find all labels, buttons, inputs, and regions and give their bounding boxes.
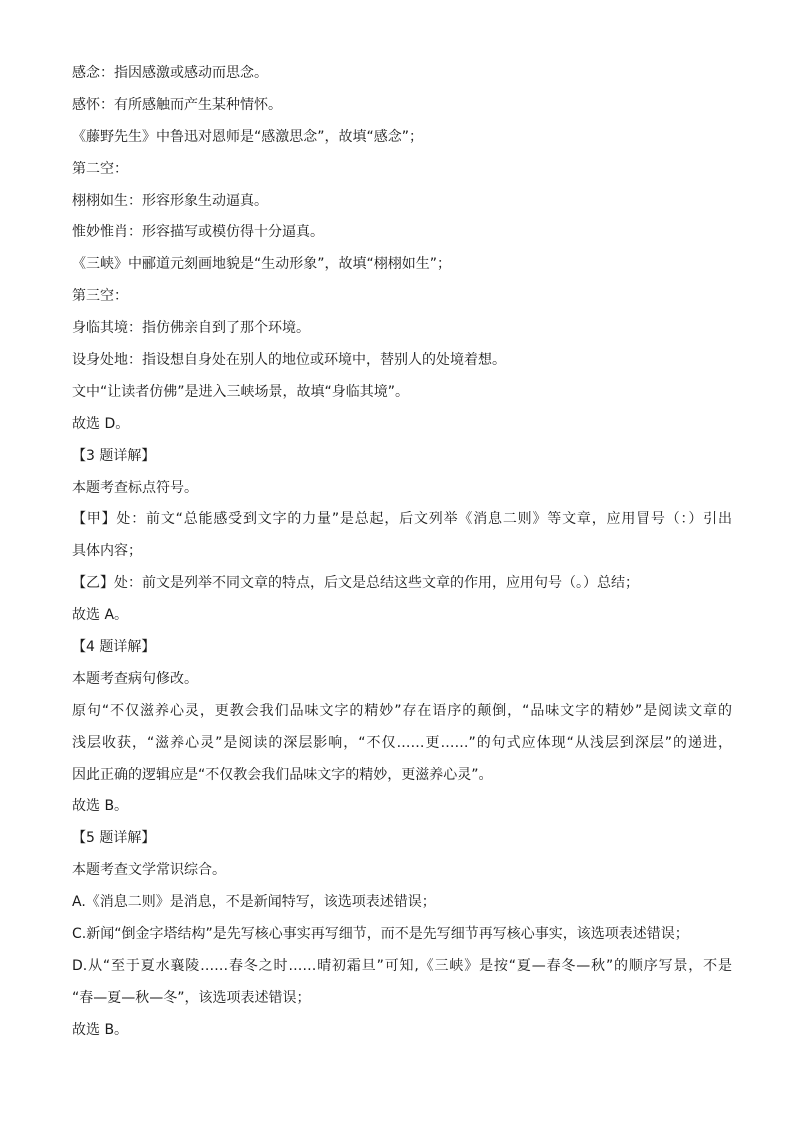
reasoning-blank-2: 《三峡》中郦道元刻画地貌是“生动形象”，故填“栩栩如生”；	[72, 256, 452, 273]
definition-weimiaoweixiao: 惟妙惟肖：形容描写或模仿得十分逼真。	[72, 224, 324, 241]
explanation-yi: 【乙】处：前文是列举不同文章的特点，后文是总结这些文章的作用，应用句号（。）总结；	[72, 575, 639, 592]
label-blank-2: 第二空：	[72, 160, 128, 177]
definition-sheshenchudi: 设身处地：指设想自身处在别人的地位或环境中，替别人的处境着想。	[72, 352, 506, 369]
topic-q4: 本题考查病句修改。	[72, 670, 198, 687]
answer-q2: 故选 D。	[72, 415, 130, 432]
label-blank-3: 第三空：	[72, 288, 128, 305]
explanation-jia-line-1: 【甲】处：前文“总能感受到文字的力量”是总起，后文列举《消息二则》等文章，应用冒号（：）引出	[72, 511, 732, 528]
explanation-q4-line-1: 原句“不仅滋养心灵，更教会我们品味文字的精妙”存在语序的颠倒，“品味文字的精妙”是阅读文章的	[72, 702, 732, 719]
heading-q4: 【4 题详解】	[72, 639, 156, 656]
topic-q3: 本题考查标点符号。	[72, 479, 198, 496]
reasoning-blank-3: 文中“让读者仿佛”是进入三峡场景，故填“身临其境”。	[72, 383, 410, 400]
answer-q4: 故选 B。	[72, 798, 129, 815]
definition-xuxurusheng: 栩栩如生：形容形象生动逼真。	[72, 192, 268, 209]
explanation-q4-line-2: 浅层收获，“滋养心灵”是阅读的深层影响，“不仅……更……”的句式应体现“从浅层到深层”的递进，	[72, 734, 732, 751]
answer-explanation-body	[72, 63, 732, 1052]
reasoning-blank-1: 《藤野先生》中鲁迅对恩师是“感激思念”，故填“感念”；	[72, 128, 424, 145]
definition-shenlinqijing: 身临其境：指仿佛亲自到了那个环境。	[72, 320, 310, 337]
answer-q3: 故选 A。	[72, 607, 129, 624]
option-c-analysis: C.新闻“倒金字塔结构”是先写核心事实再写细节，而不是先写细节再写核心事实，该选项表述错误；	[72, 926, 689, 943]
option-d-analysis-line-1: D.从“至于夏水襄陵……春冬之时……晴初霜旦”可知,《三峡》是按“夏—春冬—秋”的顺序写景，不是	[72, 957, 732, 974]
option-a-analysis: A.《消息二则》是消息，不是新闻特写，该选项表述错误；	[72, 894, 436, 911]
heading-q5: 【5 题详解】	[72, 830, 156, 847]
answer-q5: 故选 B。	[72, 1021, 129, 1038]
option-d-analysis-line-2: “春—夏—秋—冬”，该选项表述错误；	[72, 989, 311, 1006]
explanation-q4-line-3: 因此正确的逻辑应是“不仅教会我们品味文字的精妙，更滋养心灵”。	[72, 766, 493, 783]
definition-ganhuai: 感怀：有所感触而产生某种情怀。	[72, 96, 282, 113]
heading-q3: 【3 题详解】	[72, 447, 156, 464]
definition-gannian: 感念：指因感激或感动而思念。	[72, 65, 268, 81]
explanation-jia-line-2: 具体内容；	[72, 543, 142, 560]
topic-q5: 本题考查文学常识综合。	[72, 862, 226, 879]
